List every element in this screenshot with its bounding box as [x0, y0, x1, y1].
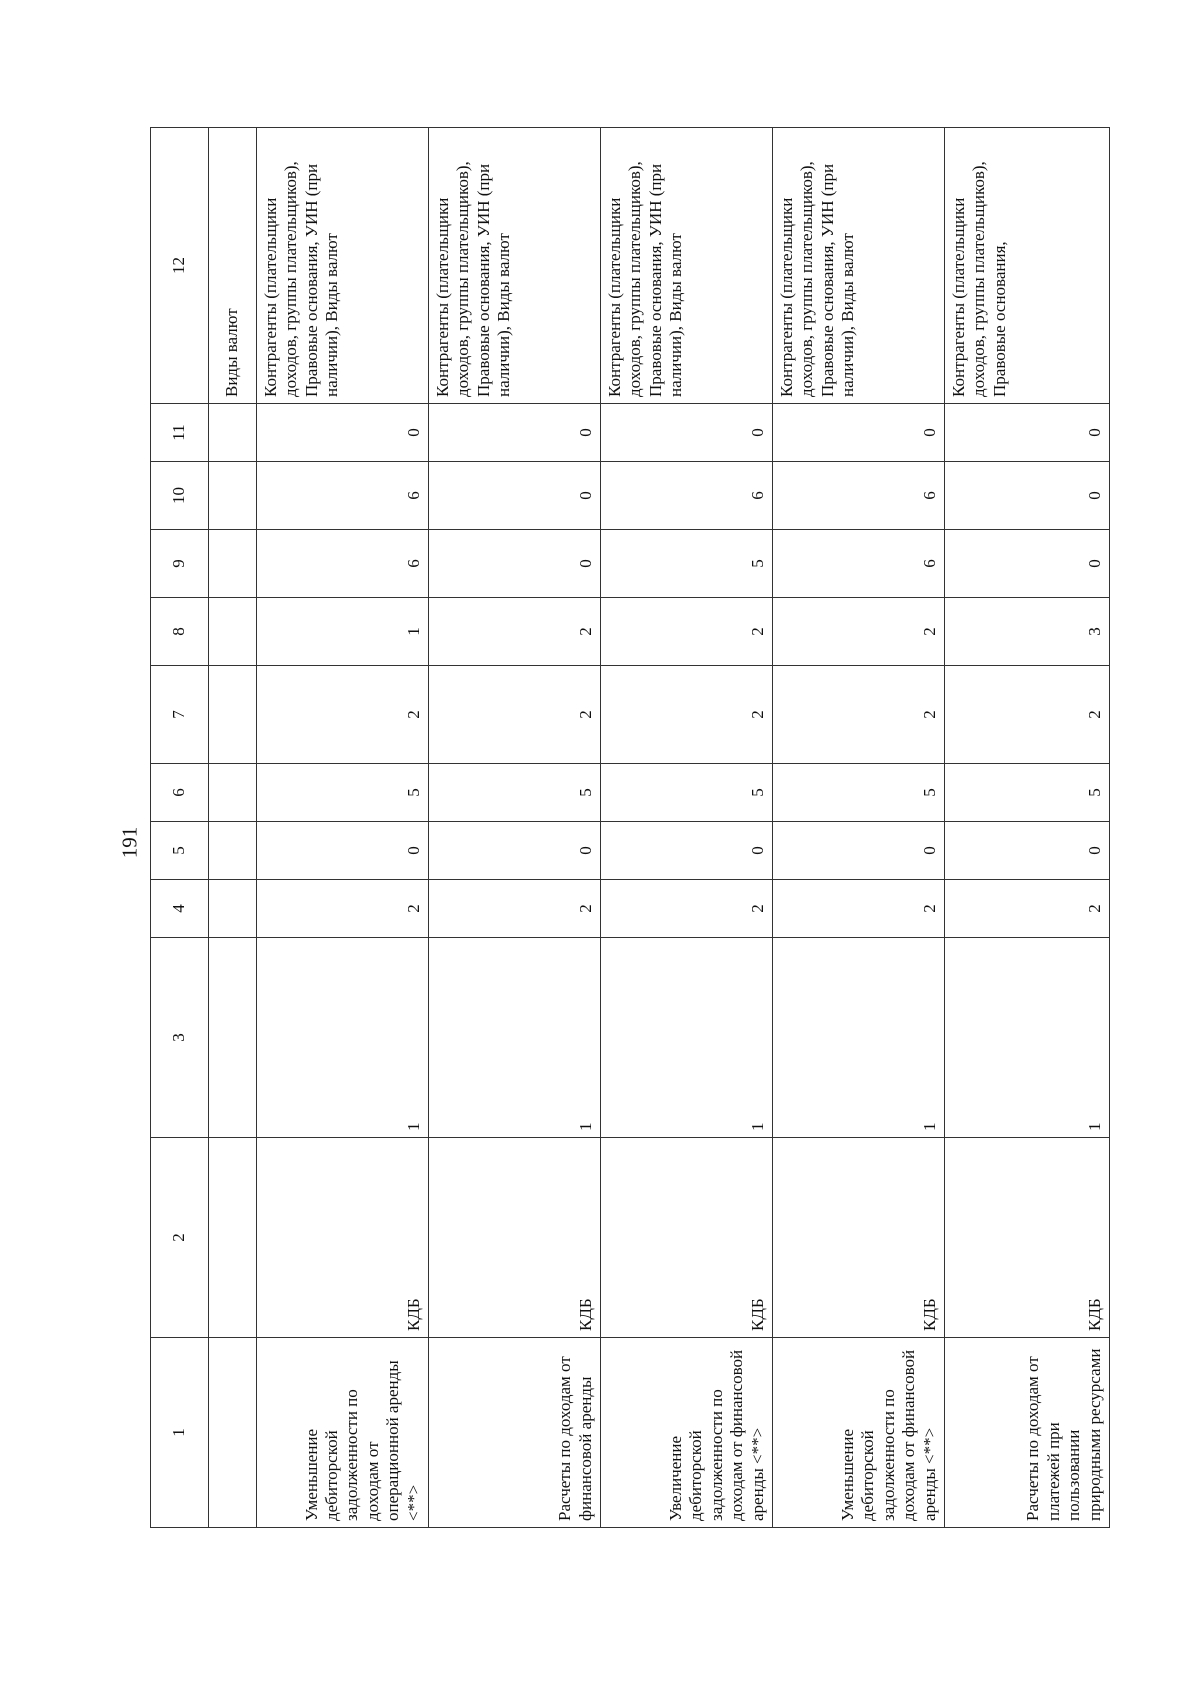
- code-cell: 6: [773, 530, 945, 598]
- table-cell: [209, 764, 257, 822]
- table-cell: [209, 404, 257, 462]
- table-container: [150, 128, 1110, 1528]
- column-number: 8: [151, 598, 209, 666]
- column-number: 7: [151, 666, 209, 764]
- code-cell: 1: [945, 938, 1110, 1138]
- table-row: [601, 128, 773, 1528]
- code-cell: 0: [945, 404, 1110, 462]
- column-number: 10: [151, 462, 209, 530]
- column-number: 5: [151, 822, 209, 880]
- code-cell: 6: [773, 462, 945, 530]
- code-cell: 0: [601, 822, 773, 880]
- code-cell: 0: [945, 530, 1110, 598]
- code-cell: 2: [601, 880, 773, 938]
- table-cell: [209, 598, 257, 666]
- currency-row: [209, 128, 257, 1528]
- code-cell: 5: [257, 764, 429, 822]
- account-name-cell: Увеличение дебиторской задолженности по доходам от финансовой аренды <**>: [601, 1338, 773, 1528]
- code-cell: 1: [257, 598, 429, 666]
- account-name-cell: Уменьшение дебиторской задолженности по доходам от операционной аренды <**>: [257, 1338, 429, 1528]
- code-cell: 2: [429, 666, 601, 764]
- code-cell: 6: [257, 530, 429, 598]
- kdb-cell: КДБ: [945, 1138, 1110, 1338]
- column-number: 9: [151, 530, 209, 598]
- code-cell: 0: [601, 404, 773, 462]
- column-number: 6: [151, 764, 209, 822]
- kdb-cell: КДБ: [257, 1138, 429, 1338]
- code-cell: 6: [257, 462, 429, 530]
- table-cell: [209, 462, 257, 530]
- kdb-cell: КДБ: [601, 1138, 773, 1338]
- accounts-table: [150, 127, 1110, 1528]
- column-number: 11: [151, 404, 209, 462]
- code-cell: 1: [773, 938, 945, 1138]
- code-cell: 0: [773, 822, 945, 880]
- code-cell: 1: [257, 938, 429, 1138]
- analytics-cell: Контрагенты (плательщики доходов, группы плательщиков), Правовые основания, УИН (при наличии), Виды валют: [257, 128, 429, 404]
- code-cell: 2: [945, 666, 1110, 764]
- code-cell: 1: [429, 938, 601, 1138]
- table-row: [773, 128, 945, 1528]
- code-cell: 5: [601, 530, 773, 598]
- column-number: 1: [151, 1338, 209, 1528]
- code-cell: 5: [945, 764, 1110, 822]
- code-cell: 2: [257, 880, 429, 938]
- code-cell: 3: [945, 598, 1110, 666]
- table-cell: [209, 938, 257, 1138]
- kdb-cell: КДБ: [429, 1138, 601, 1338]
- code-cell: 0: [429, 462, 601, 530]
- analytics-cell: Контрагенты (плательщики доходов, группы плательщиков), Правовые основания,: [945, 128, 1110, 404]
- analytics-cell: Контрагенты (плательщики доходов, группы плательщиков), Правовые основания, УИН (при наличии), Виды валют: [773, 128, 945, 404]
- code-cell: 2: [773, 880, 945, 938]
- code-cell: 2: [429, 880, 601, 938]
- code-cell: 6: [601, 462, 773, 530]
- code-cell: 0: [429, 822, 601, 880]
- code-cell: 0: [257, 822, 429, 880]
- analytics-cell: Контрагенты (плательщики доходов, группы плательщиков), Правовые основания, УИН (при наличии), Виды валют: [601, 128, 773, 404]
- code-cell: 0: [257, 404, 429, 462]
- table-cell: [209, 666, 257, 764]
- code-cell: 0: [945, 462, 1110, 530]
- page-number: 191: [117, 826, 142, 859]
- code-cell: 2: [257, 666, 429, 764]
- account-name-cell: Расчеты по доходам от финансовой аренды: [429, 1338, 601, 1528]
- table-cell: [209, 530, 257, 598]
- table-cell: [209, 1338, 257, 1528]
- code-cell: 5: [429, 764, 601, 822]
- table-row: [257, 128, 429, 1528]
- code-cell: 1: [601, 938, 773, 1138]
- table-cell: [209, 880, 257, 938]
- code-cell: 2: [773, 666, 945, 764]
- column-number: 4: [151, 880, 209, 938]
- currency-cell: Виды валют: [209, 128, 257, 404]
- analytics-cell: Контрагенты (плательщики доходов, группы плательщиков), Правовые основания, УИН (при наличии), Виды валют: [429, 128, 601, 404]
- code-cell: 5: [601, 764, 773, 822]
- account-name-cell: Уменьшение дебиторской задолженности по доходам от финансовой аренды <**>: [773, 1338, 945, 1528]
- code-cell: 2: [601, 666, 773, 764]
- code-cell: 0: [945, 822, 1110, 880]
- table-cell: [209, 1138, 257, 1338]
- table-cell: [209, 822, 257, 880]
- column-number: 3: [151, 938, 209, 1138]
- code-cell: 2: [601, 598, 773, 666]
- column-number: 2: [151, 1138, 209, 1338]
- code-cell: 2: [773, 598, 945, 666]
- table-row: [429, 128, 601, 1528]
- column-number-row: [151, 128, 209, 1528]
- kdb-cell: КДБ: [773, 1138, 945, 1338]
- code-cell: 0: [429, 530, 601, 598]
- code-cell: 2: [429, 598, 601, 666]
- code-cell: 2: [945, 880, 1110, 938]
- code-cell: 5: [773, 764, 945, 822]
- account-name-cell: Расчеты по доходам от платежей при пользовании природными ресурсами: [945, 1338, 1110, 1528]
- table-row: [945, 128, 1110, 1528]
- column-number: 12: [151, 128, 209, 404]
- code-cell: 0: [773, 404, 945, 462]
- code-cell: 0: [429, 404, 601, 462]
